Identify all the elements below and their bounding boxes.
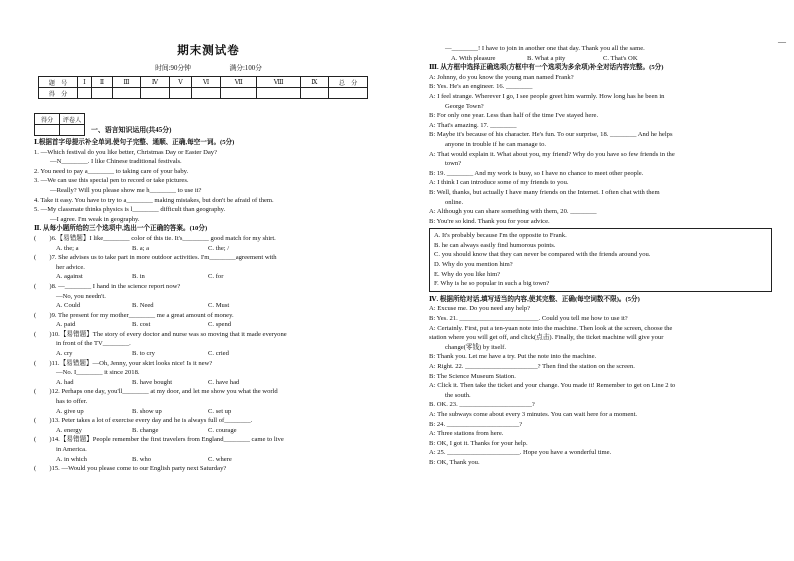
score-cell[interactable] (257, 88, 300, 99)
grader-name-cell (60, 125, 85, 136)
score-cell[interactable] (78, 88, 92, 99)
section1-header (34, 113, 383, 136)
score-col-header: Ⅰ (78, 77, 92, 88)
box-option: B. he can always easily find humorous points. (434, 241, 556, 249)
dialogue-line: station where you will get off, and click(点击). Finally, the ticket machine will give your (429, 334, 664, 342)
grader-score-label: 得分 (35, 114, 60, 125)
dialogue-line: B: Thank you. Let me have a try. Put the note into the machine. (429, 353, 597, 361)
score-col-header: Ⅶ (221, 77, 257, 88)
score-col-header: Ⅸ (300, 77, 328, 88)
right-questions (429, 54, 772, 468)
exam-info (34, 62, 383, 72)
score-info: 满分:100分 (229, 65, 262, 72)
question-line: 2. You need to pay a________ to taking care of your baby. (34, 167, 189, 175)
dialogue-line: B: OK, Thank you. (429, 458, 480, 466)
score-col-header: 题 号 (39, 77, 78, 88)
score-table-header-row (39, 77, 368, 88)
option-c[interactable]: C. have had (208, 378, 240, 386)
dialogue-line: B: Yes. 21. ________________________. Could you tell me how to use it? (429, 315, 628, 323)
question-line: Ⅱ. 从每小题所给的三个选项中,选出一个正确的答案。(10分) (34, 225, 208, 233)
score-cell[interactable] (300, 88, 328, 99)
grader-score-cell (35, 125, 60, 136)
question-line: 1. —Which festival do you like better, Christmas Day or Easter Day? (34, 148, 218, 156)
box-option: F. Why is he so popular in such a big town? (434, 280, 550, 288)
option-c[interactable]: C. Must (208, 302, 230, 310)
question-line: —N________. I like Chinese traditional festivals. (50, 158, 182, 166)
score-cell[interactable] (141, 88, 170, 99)
option-c[interactable]: C. courage (208, 426, 237, 434)
score-cell[interactable] (91, 88, 112, 99)
box-option: E. Why do you like him? (434, 270, 501, 278)
question-line: —I agree. I'm weak in geography. (50, 215, 140, 223)
option-b[interactable]: B. to cry (132, 350, 155, 358)
q9-opts (34, 320, 383, 330)
option-a[interactable]: A. paid (56, 321, 76, 329)
dialogue-line: town? (445, 160, 462, 168)
score-col-header: Ⅱ (91, 77, 112, 88)
dialogue-line: George Town? (445, 102, 484, 110)
dialogue-line: online. (445, 198, 464, 206)
q6-opts (34, 244, 383, 254)
dialogue-line: B. OK. 23. ______________________? (429, 401, 535, 409)
option-c[interactable]: C. spend (208, 321, 232, 329)
score-cell[interactable] (169, 88, 191, 99)
question-line: ( )8. —________ I hand in the science report now? (34, 282, 181, 290)
score-col-header: Ⅷ (257, 77, 300, 88)
score-table-score-row (39, 88, 368, 99)
dialogue-line: B: For only one year. Less than half of the time I've stayed here. (429, 112, 599, 120)
question-line: 4. Take it easy. You have to try to a________ making mistakes, but don't be afraid of them. (34, 196, 274, 204)
dialogue-line: anyone in trouble if he can manage to. (445, 140, 547, 148)
score-col-header: Ⅲ (112, 77, 140, 88)
dialogue-line: B: The Science Museum Station. (429, 372, 516, 380)
question-line: in America. (56, 446, 87, 453)
left-questions (34, 138, 383, 474)
option-a[interactable]: A. Could (56, 302, 81, 310)
grader-name-label: 评卷人 (60, 114, 85, 125)
dialogue-line: A: Certainly. First, put a ten-yuan note into the machine. Then look at the screen, choose the (429, 324, 673, 332)
question-line: ( )6.【易错题】I like________ color of this tie. It's________ good match for my shirt. (34, 234, 276, 242)
right-page (397, 0, 794, 561)
score-cell[interactable] (192, 88, 221, 99)
box-option: D. Why do you mention him? (434, 261, 513, 269)
option-a[interactable]: A. had (56, 378, 74, 386)
q15-answer-line: —________! I have to join in another one that day. Thank you all the same. (445, 45, 645, 52)
question-line: ( )14.【易错题】People remember the first travelers from England________ came to live (34, 436, 284, 444)
q12-opts (34, 407, 383, 417)
dialogue-line: A: Three stations from here. (429, 430, 504, 438)
option-c[interactable]: C. set up (208, 407, 232, 415)
dialogue-line: the south. (445, 391, 471, 399)
option-a[interactable]: A. With pleasure (451, 54, 496, 62)
question-line: Ⅰ.根据首字母提示补全单词,使句子完整、通顺、正确,每空一词。(5分) (34, 139, 235, 146)
dialogue-line: A: 25. ______________________. Hope you have a wonderful time. (429, 449, 612, 457)
question-line: —Really? Will you please show me h________ to use it? (50, 186, 202, 194)
option-c[interactable]: C. for (208, 273, 224, 281)
dialogue-line: B: Well, thanks, but actually I have many friends on the Internet. I often chat with them (429, 188, 660, 196)
score-col-header: Ⅵ (192, 77, 221, 88)
dialogue-line: A: I feel strange. Wherever I go, I see people greet him warmly. How long has he been in (429, 92, 665, 100)
q10-opts (34, 349, 383, 359)
score-col-header: 总 分 (329, 77, 368, 88)
question-line: ( )11.【易错题】—Oh, Jenny, your skirt looks nice! Is it new? (34, 359, 213, 367)
option-b[interactable]: B. Need (132, 302, 154, 310)
question-line: —No. I________ it since 2018. (56, 369, 140, 377)
box-option: A. It's probably because I'm the opposite to Frank. (434, 232, 567, 240)
score-cell[interactable] (112, 88, 140, 99)
option-c[interactable]: C. where (208, 455, 232, 463)
option-c[interactable]: C. the; / (208, 244, 230, 252)
dialogue-line: B: Yes. He's an engineer. 16. ________ (429, 83, 533, 91)
dialogue-line: A: I think I can introduce some of my friends to you. (429, 179, 569, 187)
question-line: ( )12. Perhaps one day, you'll________ at my door, and let me show you what the world (34, 388, 278, 396)
option-b[interactable]: B. in (132, 273, 145, 281)
question-line: her advice. (56, 263, 85, 271)
grader-box (34, 113, 85, 136)
question-line: ( )15. —Would you please come to our English party next Saturday? (34, 465, 227, 473)
dialogue-line: A: Johnny, do you know the young man named Frank? (429, 73, 574, 81)
dialogue-line: change(零钱) by itself. (445, 343, 506, 351)
score-cell[interactable] (221, 88, 257, 99)
option-b[interactable]: B. change (132, 426, 159, 434)
dialogue-line: Ⅳ. 根据所给对话,填写适当的内容,使其完整、正确(每空词数不限)。(5分) (429, 295, 640, 303)
question-line: 3. —We can use this special pen to record or take pictures. (34, 177, 189, 185)
question-line: ( )9. The present for my mother________ me a great amount of money. (34, 311, 234, 319)
option-b[interactable]: B. have bought (132, 378, 173, 386)
option-b[interactable]: B. who (132, 455, 152, 463)
dialogue-line: B: You're so kind. Thank you for your advice. (429, 217, 550, 225)
option-b[interactable]: B. cost (132, 321, 151, 329)
dialogue-line: A: Click it. Then take the ticket and your change. You made it! Remember to get on Line 2 to (429, 382, 676, 390)
section1-title: 一、语言知识运用(共45分) (91, 126, 172, 134)
dialogue-line: A: That would explain it. What about you, my friend? Why do you have so few friends in the (429, 150, 675, 158)
question-line: has to offer. (56, 398, 88, 406)
option-a[interactable]: A. energy (56, 426, 82, 434)
dialogue-line: Ⅲ. 从方框中选择正确选项(方框中有一个选项为多余项)补全对话内容完整。(5分) (429, 64, 664, 72)
question-line: ( )10.【易错题】The story of every doctor and nurse was so moving that it made everyone (34, 330, 287, 338)
dialogue-line: B: 24. ______________________? (429, 420, 523, 428)
question-line: ( )7. She advises us to take part in more outdoor activities. I'm________agreement with (34, 254, 277, 262)
options-box (429, 228, 772, 292)
box-option: C. you should know that they can never be compared with the friends around you. (434, 251, 651, 259)
dialogue-line: A: That's amazing. 17. ________ (429, 121, 517, 129)
option-a[interactable]: A. give up (56, 407, 84, 415)
dialogue-line: B: 19. ________ And my work is busy, so I have no chance to meet other people. (429, 169, 644, 177)
dialogue-line: A: Excuse me. Do you need any help? (429, 305, 531, 313)
option-a[interactable]: A. against (56, 273, 83, 281)
q11-opts (34, 378, 383, 388)
corner-mark: — (778, 37, 786, 46)
q14-opts (34, 455, 383, 465)
option-a[interactable]: A. cry (56, 350, 73, 358)
option-c[interactable]: C. That's OK (603, 54, 638, 62)
option-b[interactable]: B. show up (132, 407, 162, 415)
score-col-header: Ⅴ (169, 77, 191, 88)
dialogue-line: A: Although you can share something with them, 20. ________ (429, 208, 597, 216)
option-b[interactable]: B. a; a (132, 244, 150, 252)
option-c[interactable]: C. cried (208, 350, 229, 358)
dialogue-line: A: Right. 22. ______________________? Then find the station on the screen. (429, 363, 635, 370)
dialogue-line: A: The subways come about every 3 minutes. You can wait here for a moment. (429, 410, 638, 418)
time-info: 时间:90分钟 (155, 65, 191, 72)
q15-opts (429, 54, 772, 64)
option-a[interactable]: A. in which (56, 455, 87, 463)
dialogue-line: B: OK, I got it. Thanks for your help. (429, 439, 528, 447)
option-a[interactable]: A. the; a (56, 244, 79, 252)
page-title: 期末测试卷 (177, 43, 240, 57)
q13-opts (34, 426, 383, 436)
score-col-header: Ⅳ (141, 77, 170, 88)
dialogue-line: B: Maybe it's because of his character. He's fun. To our surprise, 18. ________ And he helps (429, 131, 673, 139)
option-b[interactable]: B. What a pity (527, 54, 566, 62)
score-cell[interactable] (329, 88, 368, 99)
score-row-label: 得 分 (39, 88, 78, 99)
q7-opts (34, 272, 383, 282)
score-table (38, 76, 368, 99)
question-line: in front of the TV________. (56, 340, 131, 348)
question-line: 5. —My classmate thinks physics is l________ difficult than geography. (34, 206, 226, 214)
q8-opts (34, 301, 383, 311)
question-line: ( )13. Peter takes a lot of exercise every day and he is always full of________. (34, 417, 253, 425)
question-line: —No, you needn't. (56, 292, 106, 300)
